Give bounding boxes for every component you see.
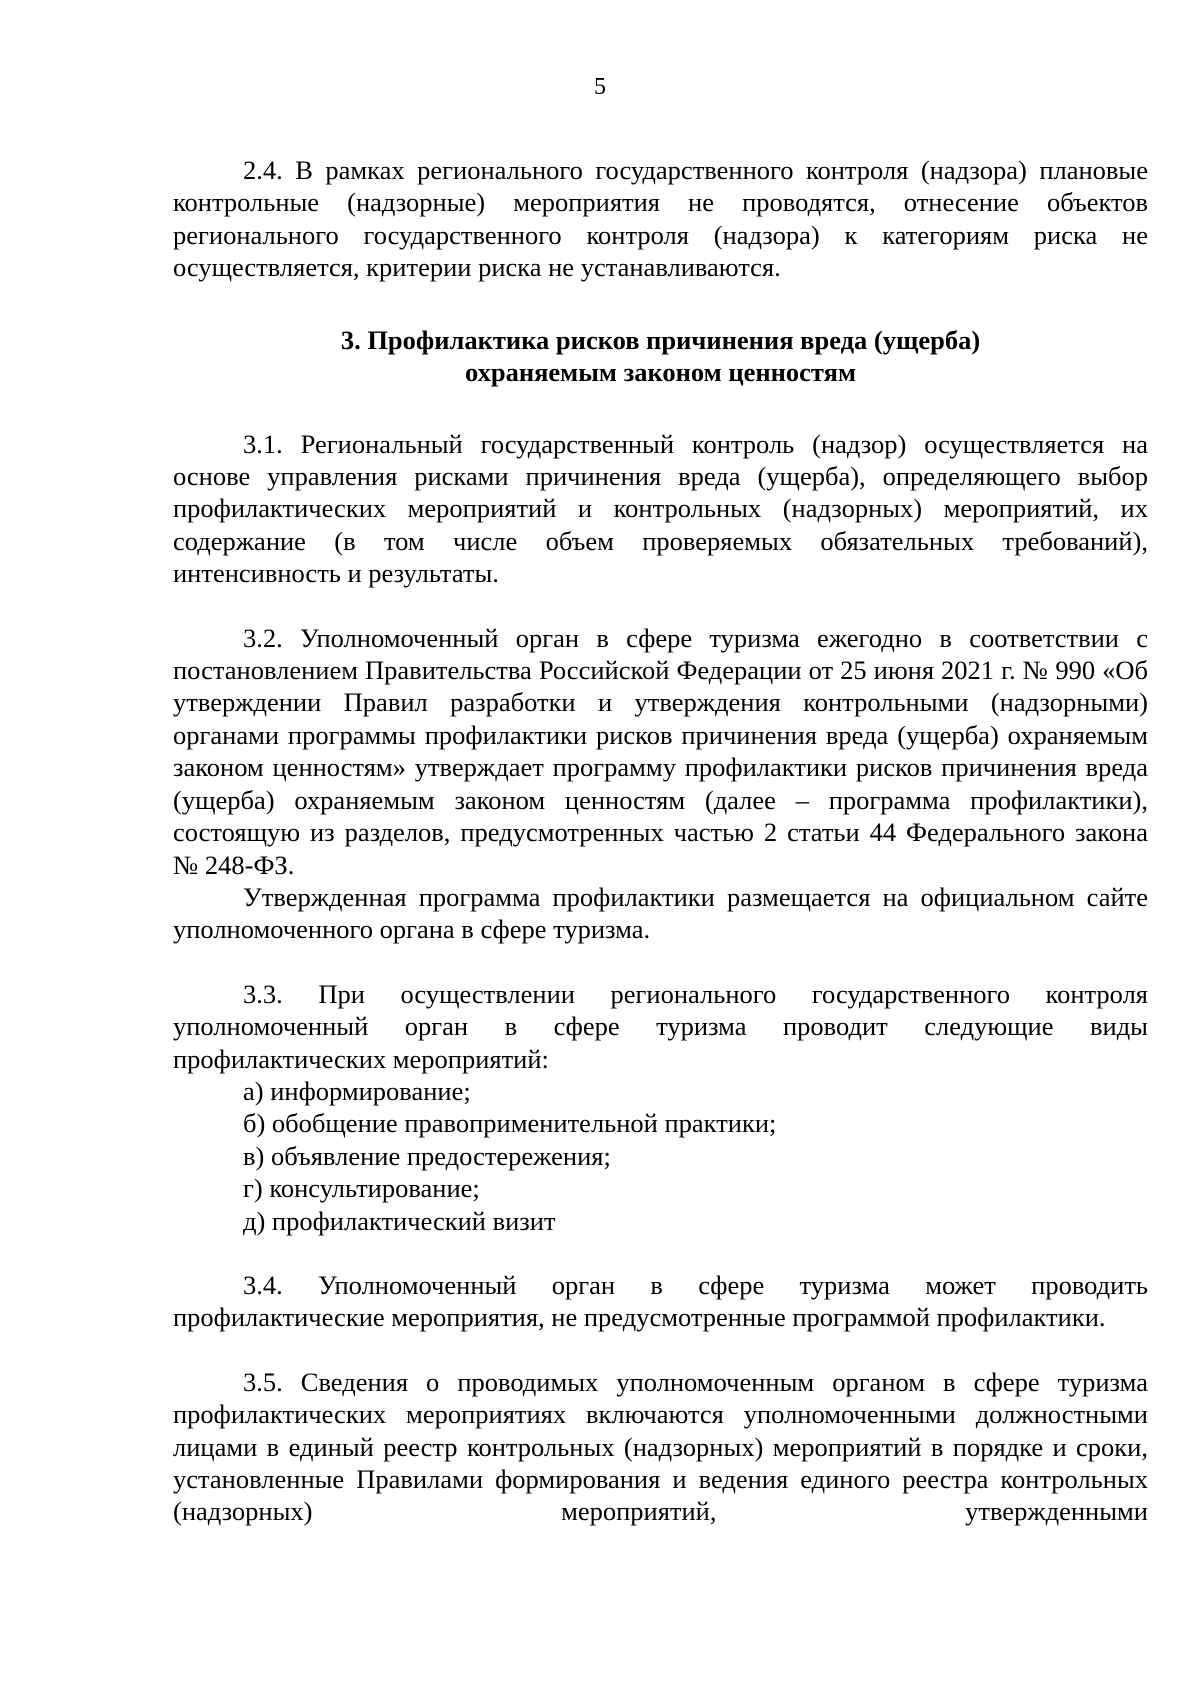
paragraph-gap (173, 1237, 1148, 1269)
paragraph-3-2-b: Утвержденная программа профилактики размещается на официальном сайте уполномоченного органа в сфере туризма. (173, 881, 1148, 945)
paragraph-gap (173, 1334, 1148, 1366)
document-body (173, 154, 1148, 1528)
section-3-heading (173, 324, 1148, 388)
list-item: а) информирование; (243, 1075, 471, 1106)
preventive-measures-list (173, 1075, 1148, 1237)
paragraph-3-4: 3.4. Уполномоченный орган в сфере туризма может проводить профилактические мероприятия, не предусмотренные программой профилактики. (173, 1269, 1148, 1333)
list-item: б) обобщение правоприменительной практики; (243, 1108, 777, 1139)
list-item: д) профилактический визит (243, 1205, 556, 1236)
paragraph-2-4: 2.4. В рамках регионального государственного контроля (надзора) плановые контрольные (надзорные) мероприятия не проводятся, отнесение объектов регионального государственного контроля (надзора) к категориям риска не осуществляется, критерии риска не устанавливаются. (173, 155, 1148, 283)
section-3-title-line-1: 3. Профилактика рисков причинения вреда (ущерба) (340, 324, 981, 355)
section-3-title-line-2: охраняемым законом ценностям (464, 356, 856, 387)
paragraph-3-3: 3.3. При осуществлении регионального государственного контроля уполномоченный орган в сфере туризма проводит следующие виды профилактических мероприятий: (173, 978, 1148, 1074)
paragraph-gap (173, 946, 1148, 978)
paragraph-3-5: 3.5. Сведения о проводимых уполномоченным органом в сфере туризма профилактических мероприятиях включаются уполномоченными должностными лицами в единый реестр контрольных (надзорных) мероприятий в порядке и сроки, установленные Правилами формирования и ведения единого реестра контрольных (надзорных) мероприятий, утвержденными (173, 1366, 1148, 1527)
paragraph-gap (173, 590, 1148, 622)
page-number: 5 (594, 74, 606, 100)
paragraph-3-1: 3.1. Региональный государственный контроль (надзор) осуществляется на основе управления рисками причинения вреда (ущерба), определяющего выбор профилактических мероприятий и контрольных (надзорных) мероприятий, их содержание (в том числе объем проверяемых обязательных требований), интенсивность и результаты. (173, 428, 1148, 589)
paragraph-3-2: 3.2. Уполномоченный орган в сфере туризма ежегодно в соответствии с постановлением Правительства Российской Федерации от 25 июня 2021 г. № 990 «Об утверждении Правил разработки и утверждения контрольными (надзорными) органами программы профилактики рисков причинения вреда (ущерба) охраняемым законом ценностям» утверждает программу профилактики рисков причинения вреда (ущерба) охраняемым законом ценностям (далее – программа профилактики), состоящую из разделов, предусмотренных частью 2 статьи 44 Федерального закона № 248-ФЗ. (173, 622, 1148, 880)
list-item: в) объявление предостережения; (243, 1140, 611, 1171)
list-item: г) консультирование; (243, 1173, 480, 1204)
